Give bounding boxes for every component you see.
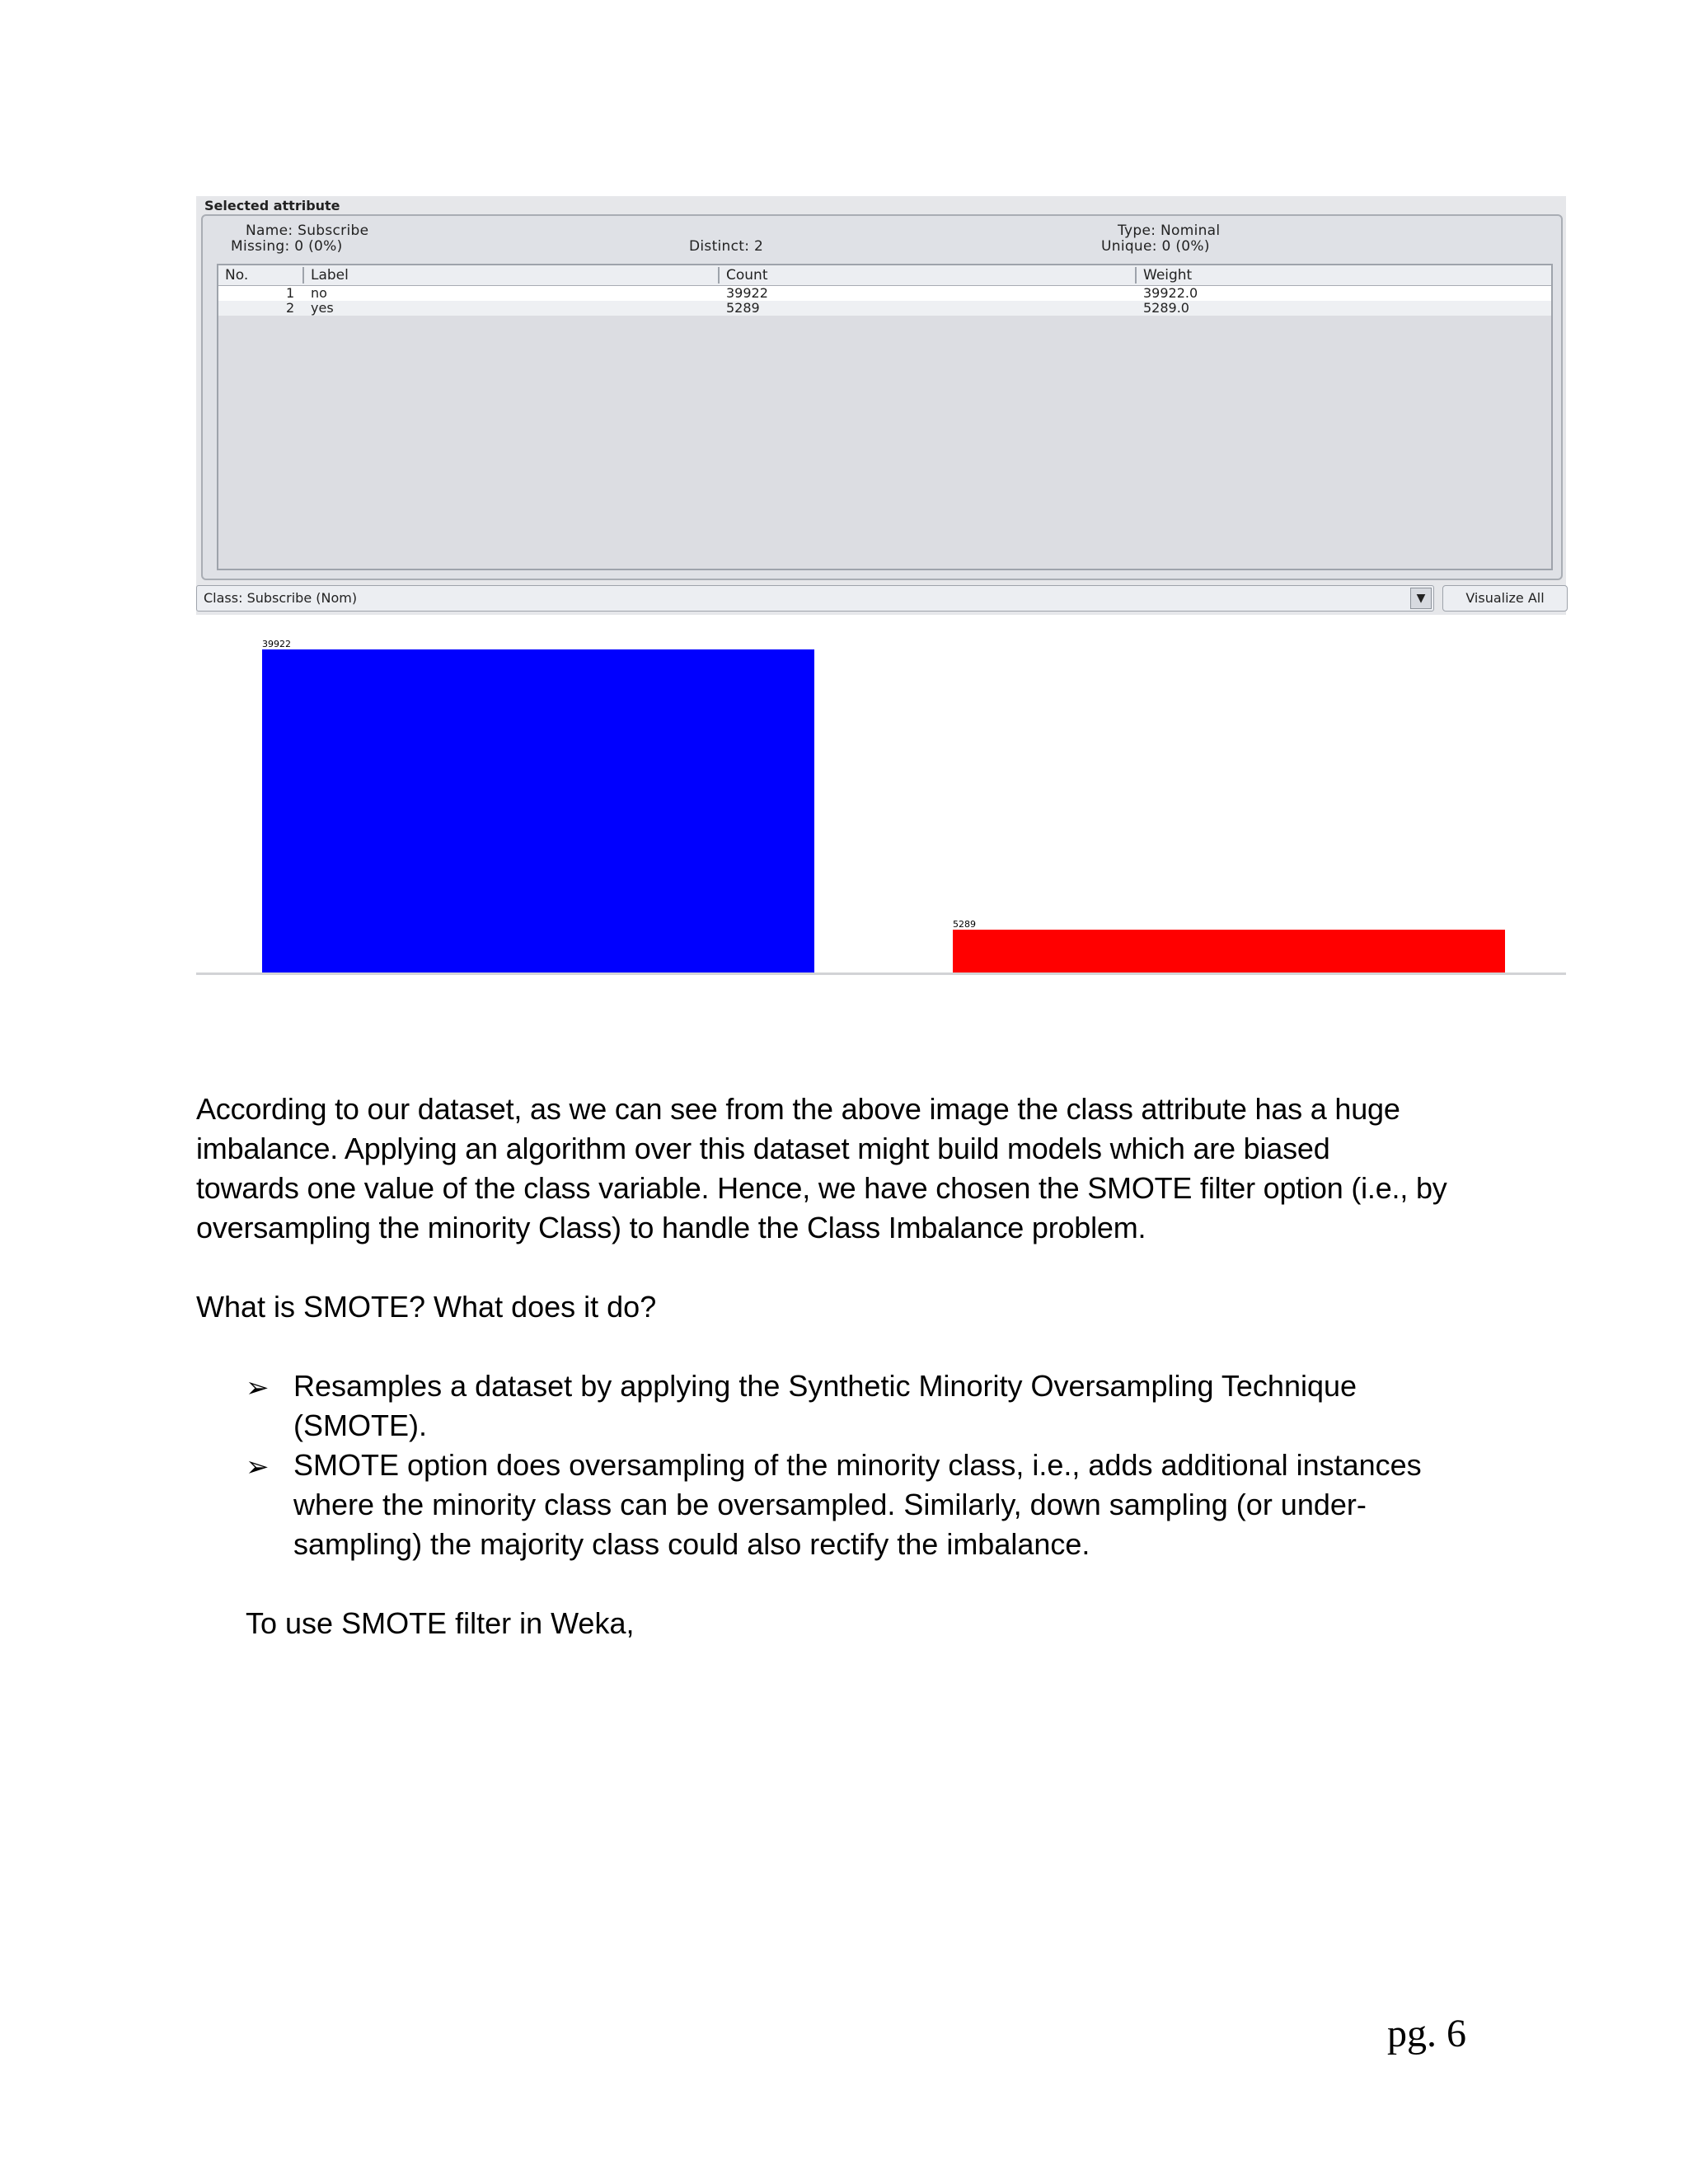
missing-value: 0 (0%) [294,238,343,255]
distinct-value: 2 [754,238,764,255]
unique-field [1101,238,1210,255]
cell-weight: 5289.0 [1143,300,1189,316]
name-value: Subscribe [298,223,369,239]
bullet-line: Resamples a dataset by applying the Synthetic Minority Oversampling Technique [293,1369,1357,1403]
bar-yes [953,930,1505,972]
cell-label: no [311,285,327,301]
cell-count: 39922 [726,285,768,301]
arrow-bullet-icon: ➢ [246,1371,270,1404]
unique-value: 0 (0%) [1161,238,1210,255]
bar-value-label: 39922 [262,639,291,649]
imbalance-paragraph [196,1090,1515,1248]
missing-label: Missing: [231,238,290,255]
cell-weight: 39922.0 [1143,285,1198,301]
paragraph-line: According to our dataset, as we can see from the above image the class attribute has a huge [196,1092,1400,1126]
type-label: Type: [1118,223,1156,239]
column-header-weight[interactable]: Weight [1135,267,1192,284]
distinct-label: Distinct: [689,238,750,255]
bullet-line: (SMOTE). [293,1408,427,1442]
visualize-all-button[interactable]: Visualize All [1442,585,1568,612]
smote-bullet-list [246,1366,1548,1564]
paragraph-line: imbalance. Applying an algorithm over this dataset might build models which are biased [196,1132,1330,1165]
table-row[interactable] [218,286,1551,301]
histogram-svg [196,635,1566,974]
list-item [246,1366,1548,1446]
column-header-label[interactable]: Label [302,267,349,284]
list-item [246,1446,1548,1564]
missing-field [231,238,343,255]
table-row[interactable] [218,301,1551,316]
cell-count: 5289 [726,300,760,316]
bullet-line: sampling) the majority class could also rectify the imbalance. [293,1527,1090,1561]
paragraph-line: oversampling the minority Class) to handle the Class Imbalance problem. [196,1211,1146,1244]
bar-no [262,649,814,972]
distinct-field [689,238,763,255]
chevron-down-icon[interactable]: ▼ [1410,588,1432,609]
cell-no: 1 [286,285,295,301]
table-header [218,265,1551,286]
column-header-count[interactable]: Count [718,267,768,284]
cell-no: 2 [286,300,295,316]
histogram-baseline [196,972,1566,975]
label-count-table [217,264,1553,570]
class-select[interactable] [196,585,1434,612]
smote-question: What is SMOTE? What does it do? [196,1290,657,1324]
type-value: Nominal [1160,223,1221,239]
weka-selected-attribute-panel [196,196,1566,615]
arrow-bullet-icon: ➢ [246,1451,270,1483]
name-label: Name: [246,223,293,239]
paragraph-line: towards one value of the class variable. Hence, we have chosen the SMOTE filter option (i.e., by [196,1171,1447,1205]
weka-instructions-intro: To use SMOTE filter in Weka, [246,1606,635,1640]
class-select-value: Class: Subscribe (Nom) [204,590,358,606]
name-field [246,223,368,239]
bar-value-label: 5289 [953,919,976,930]
unique-label: Unique: [1101,238,1157,255]
panel-header: Selected attribute [204,198,340,213]
cell-label: yes [311,300,334,316]
type-field [1118,223,1220,239]
class-histogram [196,635,1566,981]
bullet-line: SMOTE option does oversampling of the minority class, i.e., adds additional instances [293,1448,1422,1482]
page-number: pg. 6 [1387,2012,1466,2055]
class-bar [196,585,1566,615]
bullet-line: where the minority class can be oversampled. Similarly, down sampling (or under- [293,1488,1367,1521]
column-header-no[interactable]: No. [225,267,249,284]
